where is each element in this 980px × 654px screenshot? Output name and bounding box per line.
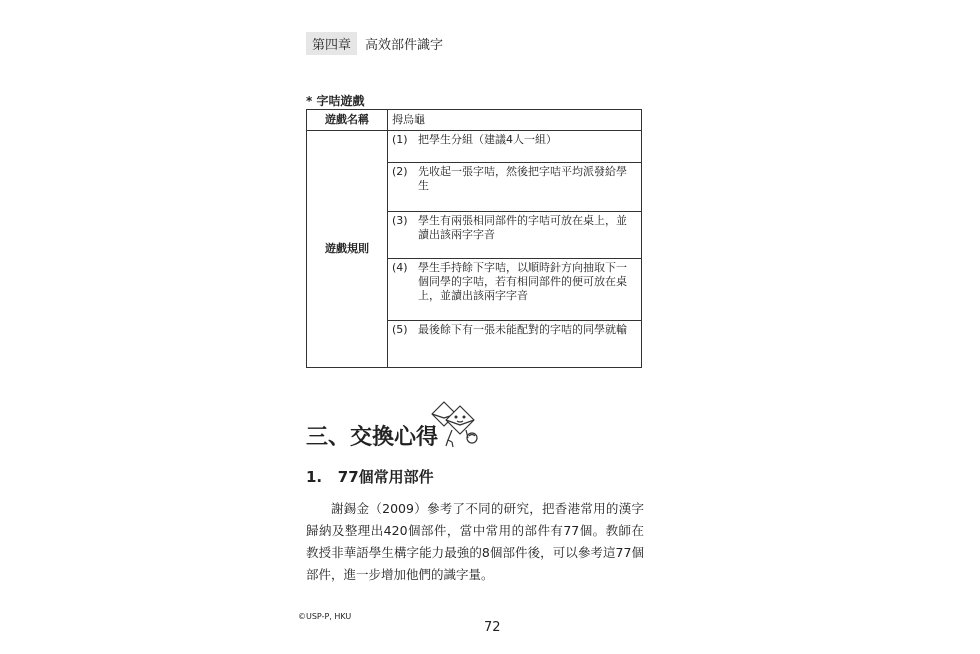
rule-text: 學生有兩張相同部件的字咭可放在桌上，並讀出該兩字字音 [418, 214, 627, 241]
chapter-header [306, 32, 443, 55]
rule-text: 學生手持餘下字咭，以順時針方向抽取下一個同學的字咭，若有相同部件的便可放在桌上，並讀出該兩字字音 [418, 261, 627, 302]
section-title: 三、交換心得 [306, 425, 439, 450]
rule-text: 把學生分組（建議4人一組） [418, 133, 557, 146]
rule-cell [388, 163, 642, 212]
table-row [307, 131, 642, 163]
envelope-character-icon [426, 400, 482, 454]
name-label-cell: 遊戲名稱 [307, 110, 388, 131]
body-paragraph: 謝錫金（2009）參考了不同的研究，把香港常用的漢字歸納及整理出420個部件，當中常用的部件有77個。教師在教授非華語學生構字能力最強的8個部件後，可以參考這77個部件，進一步增加他們的識字量。 [306, 501, 644, 582]
rules-label-cell: 遊戲規則 [307, 131, 388, 368]
game-rules-table [306, 109, 642, 368]
chapter-title: 高效部件識字 [365, 38, 444, 53]
rule-number: (2) [392, 165, 408, 178]
rule-text: 先收起一張字咭，然後把字咭平均派發給學生 [418, 165, 627, 192]
rule-text: 最後餘下有一張未能配對的字咭的同學就輸 [418, 323, 627, 336]
table-row [307, 110, 642, 131]
rule-number: (5) [392, 323, 408, 336]
rule-number: (1) [392, 133, 408, 146]
rule-cell [388, 321, 642, 368]
rule-cell [388, 212, 642, 259]
copyright: ©USP-P, HKU [298, 612, 352, 621]
rule-cell [388, 131, 642, 163]
chapter-tag: 第四章 [306, 32, 357, 55]
name-value-cell: 拇烏龜 [388, 110, 642, 131]
page-number: 72 [484, 620, 501, 635]
rule-number: (3) [392, 214, 408, 227]
rule-number: (4) [392, 261, 408, 274]
game-heading: * 字咭遊戲 [306, 94, 365, 108]
subsection-title: 1. 77個常用部件 [306, 468, 434, 486]
rule-cell [388, 259, 642, 321]
